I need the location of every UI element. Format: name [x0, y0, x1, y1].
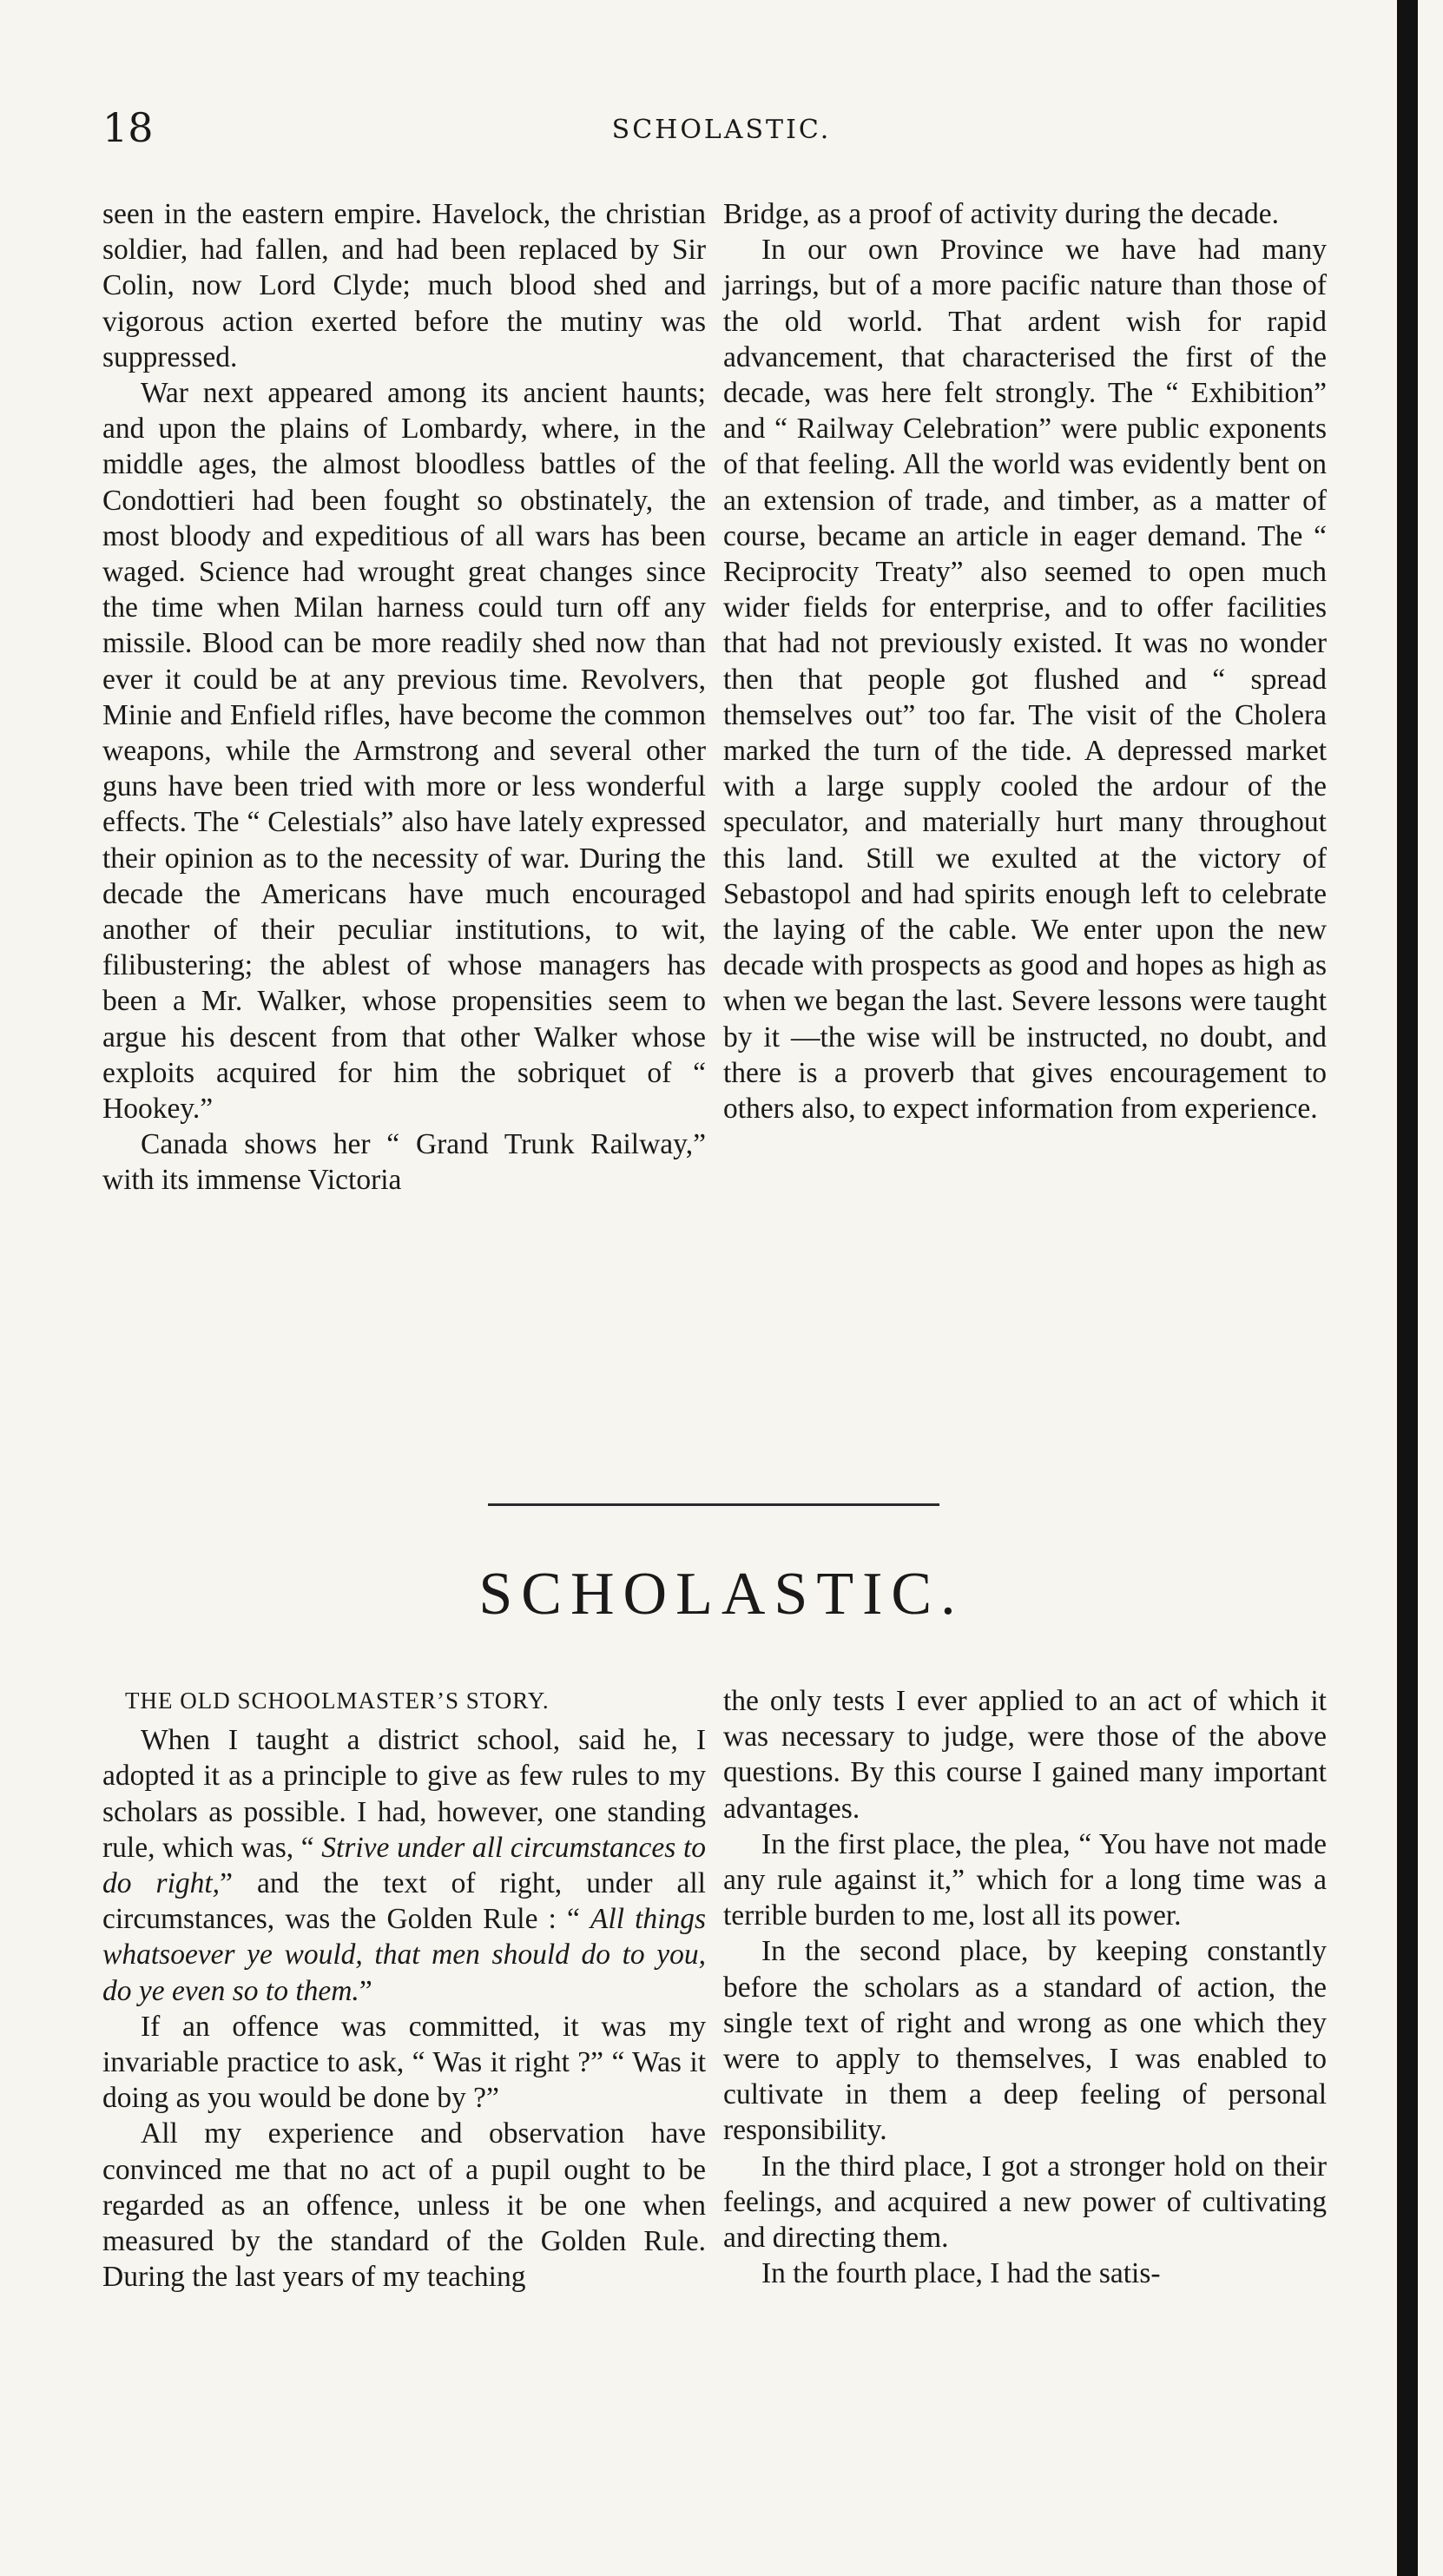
page-edge-bar — [1397, 0, 1418, 2576]
paragraph — [102, 1722, 706, 2009]
paragraph: seen in the eastern empire. Havelock, the christian soldier, had fallen, and had been replaced by Sir Colin, now Lord Clyde; much blood shed and vigorous action exerted before the mutiny was suppressed. — [102, 198, 706, 373]
story-right-column — [723, 1683, 1327, 2291]
text-run: ” — [359, 1974, 372, 2007]
paragraph: All my experience and observation have convinced me that no act of a pupil ought to be regarded as an offence, unless it be one when measured by the standard of the Golden Rule. During the last years of my teaching — [102, 2117, 706, 2294]
story-title: THE OLD SCHOOLMASTER’S STORY. — [125, 1688, 550, 1714]
running-title: SCHOLASTIC. — [611, 115, 832, 145]
paragraph: In the fourth place, I had the satis- — [761, 2257, 1161, 2290]
paragraph: In our own Province we have had many jarrings, but of a more pacific nature than those of the old world. That ardent wish for rapid advancement, that characterised the first of the decade, was here felt strongly. The “ Exhibition” and “ Railway Celebration” were public exponents of that feeling. All the world was evidently bent on an extension of trade, and timber, as a matter of course, became an article in eager demand. The “ Reciprocity Treaty” also seemed to open much wider fields for enterprise, and to offer facilities that had not previously existed. It was no wonder then that people got flushed and “ spread themselves out” too far. The visit of the Cholera marked the turn of the tide. A depressed market with a large supply cooled the ardour of the speculator, and materially hurt many throughout this land. Still we exulted at the victory of Sebastopol and had spirits enough left to celebrate the laying of the cable. We enter upon the new decade with prospects as good and hopes as high as when we began the last. Severe lessons were taught by it —the wise will be instructed, no doubt, and there is a proverb that gives encouragement to others also, to expect information from experience. — [723, 234, 1327, 1126]
section-title: SCHOLASTIC. — [478, 1561, 965, 1628]
text-run: ” and the text of right, under all circumstances, was the Golden Rule : “ — [102, 1867, 706, 1936]
section-divider — [488, 1503, 939, 1506]
text-run: When I taught a district school, said he, I adopted it as a principle to give as few rules to my scholars as possible. I had, however, one standing rule, which was, “ — [102, 1724, 706, 1864]
paragraph: Canada shows her “ Grand Trunk Railway,” with its immense Victoria — [102, 1128, 706, 1197]
article-right-column — [723, 196, 1327, 1126]
page-number: 18 — [102, 104, 154, 151]
italic-text: All things whatsoever ye would, that men should do to you, do ye even so to them. — [102, 1903, 707, 2007]
paragraph: War next appeared among its ancient haunts; and upon the plains of Lombardy, where, in the middle ages, the almost bloodless battles of the Condottieri had been fought so obstinately, the most bloody and expeditious of all wars has been waged. Science had wrought great changes since the time when Milan harness could turn off any missile. Blood can be more readily shed now than ever it could be at any previous time. Revolvers, Minie and Enfield rifles, have become the common weapons, while the Armstrong and several other guns have been tried with more or less wonderful effects. The “ Celestials” also have lately expressed their opinion as to the necessity of war. During the decade the Americans have much encouraged another of their peculiar institutions, to wit, filibustering; the ablest of whose managers has been a Mr. Walker, whose propensities seem to argue his descent from that other Walker whose exploits acquired for him the sobriquet of “ Hookey.” — [102, 377, 706, 1126]
paragraph: In the first place, the plea, “ You have not made any rule against it,” which for a long time was a terrible burden to me, lost all its power. — [723, 1827, 1327, 1932]
italic-text: Strive under all circumstances to do right, — [102, 1831, 707, 1900]
paragraph: If an offence was committed, it was my invariable practice to ask, “ Was it right ?” “ Was it doing as you would be done by ?” — [102, 2010, 706, 2115]
paragraph: In the third place, I got a stronger hold on their feelings, and acquired a new power of cultivating and directing them. — [723, 2150, 1327, 2255]
paragraph: In the second place, by keeping constantly before the scholars as a standard of action, the single text of right and wrong as one which they were to apply to themselves, I was enabled to cultivate in them a deep feeling of personal responsibility. — [723, 1935, 1327, 2147]
paragraph: Bridge, as a proof of activity during the decade. — [723, 198, 1280, 230]
story-left-column — [102, 1683, 706, 2295]
paragraph: the only tests I ever applied to an act of which it was necessary to judge, were those of the above questions. By this course I gained many important advantages. — [723, 1685, 1327, 1825]
article-left-column — [102, 196, 706, 1199]
